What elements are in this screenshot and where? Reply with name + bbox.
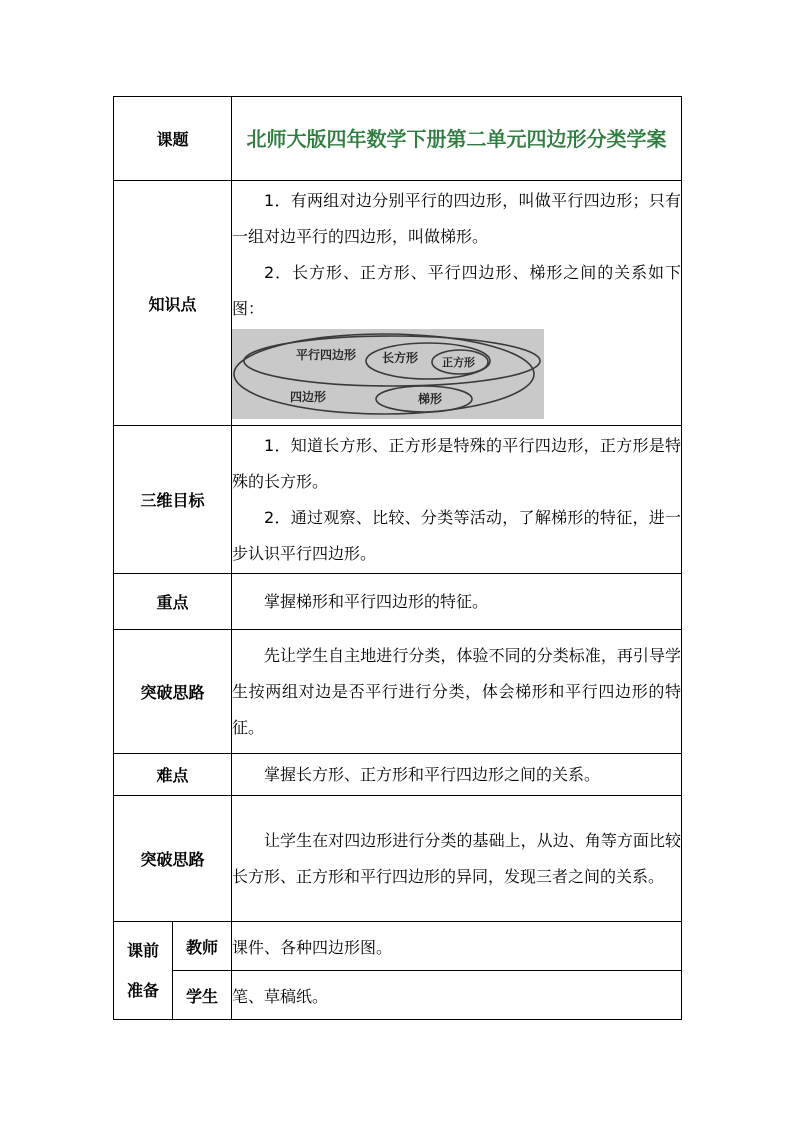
approach-1-row bbox=[114, 630, 682, 754]
prep-label-line-2: 准备 bbox=[126, 980, 159, 1000]
lesson-title: 北师大版四年数学下册第二单元四边形分类学案 bbox=[232, 97, 682, 181]
topic-label: 课题 bbox=[114, 97, 232, 181]
goals-row bbox=[114, 426, 682, 574]
approach-1-content bbox=[232, 630, 682, 754]
goals-label: 三维目标 bbox=[114, 426, 232, 574]
quadrilateral-label: 四边形 bbox=[290, 390, 327, 404]
difficulty-content bbox=[232, 754, 682, 796]
knowledge-row bbox=[114, 181, 682, 426]
key-point-label: 重点 bbox=[114, 574, 232, 630]
difficulty-row bbox=[114, 754, 682, 796]
approach-2-text: 让学生在对四边形进行分类的基础上，从边、角等方面比较长方形、正方形和平行四边形的异同，发现三者之间的关系。 bbox=[232, 830, 682, 886]
approach-2-row bbox=[114, 796, 682, 922]
teacher-label: 教师 bbox=[173, 922, 232, 971]
prep-label bbox=[114, 922, 173, 1020]
parallelogram-label: 平行四边形 bbox=[296, 348, 357, 362]
square-label: 正方形 bbox=[442, 356, 476, 369]
quadrilateral-relationship-diagram bbox=[232, 329, 544, 419]
rectangle-label: 长方形 bbox=[382, 351, 419, 365]
difficulty-label: 难点 bbox=[114, 754, 232, 796]
knowledge-content bbox=[232, 181, 682, 426]
prep-student-row bbox=[114, 971, 682, 1020]
knowledge-label: 知识点 bbox=[114, 181, 232, 426]
prep-label-line-1: 课前 bbox=[126, 940, 159, 960]
goals-item-1: 1．知道长方形、正方形是特殊的平行四边形，正方形是特殊的长方形。 bbox=[232, 435, 682, 491]
approach-1-label: 突破思路 bbox=[114, 630, 232, 754]
key-point-text: 掌握梯形和平行四边形的特征。 bbox=[264, 591, 489, 611]
prep-teacher-row bbox=[114, 922, 682, 971]
lesson-plan-table bbox=[113, 96, 682, 1020]
key-point-content bbox=[232, 574, 682, 630]
student-prep-text: 笔、草稿纸。 bbox=[232, 971, 682, 1020]
approach-2-content bbox=[232, 796, 682, 922]
knowledge-item-1: 1．有两组对边分别平行的四边形，叫做平行四边形；只有一组对边平行的四边形，叫做梯形。 bbox=[232, 191, 682, 246]
student-label: 学生 bbox=[173, 971, 232, 1020]
topic-row bbox=[114, 97, 682, 181]
approach-1-text: 先让学生自主地进行分类，体验不同的分类标准，再引导学生按两组对边是否平行进行分类，体会梯形和平行四边形的特征。 bbox=[232, 645, 682, 737]
approach-2-label: 突破思路 bbox=[114, 796, 232, 922]
teacher-prep-text: 课件、各种四边形图。 bbox=[232, 922, 682, 971]
goals-content bbox=[232, 426, 682, 574]
goals-item-2: 2．通过观察、比较、分类等活动，了解梯形的特征，进一步认识平行四边形。 bbox=[232, 507, 682, 563]
key-point-row bbox=[114, 574, 682, 630]
difficulty-text: 掌握长方形、正方形和平行四边形之间的关系。 bbox=[264, 764, 601, 784]
trapezoid-label: 梯形 bbox=[418, 392, 443, 406]
knowledge-item-2: 2．长方形、正方形、平行四边形、梯形之间的关系如下图： bbox=[232, 263, 682, 318]
